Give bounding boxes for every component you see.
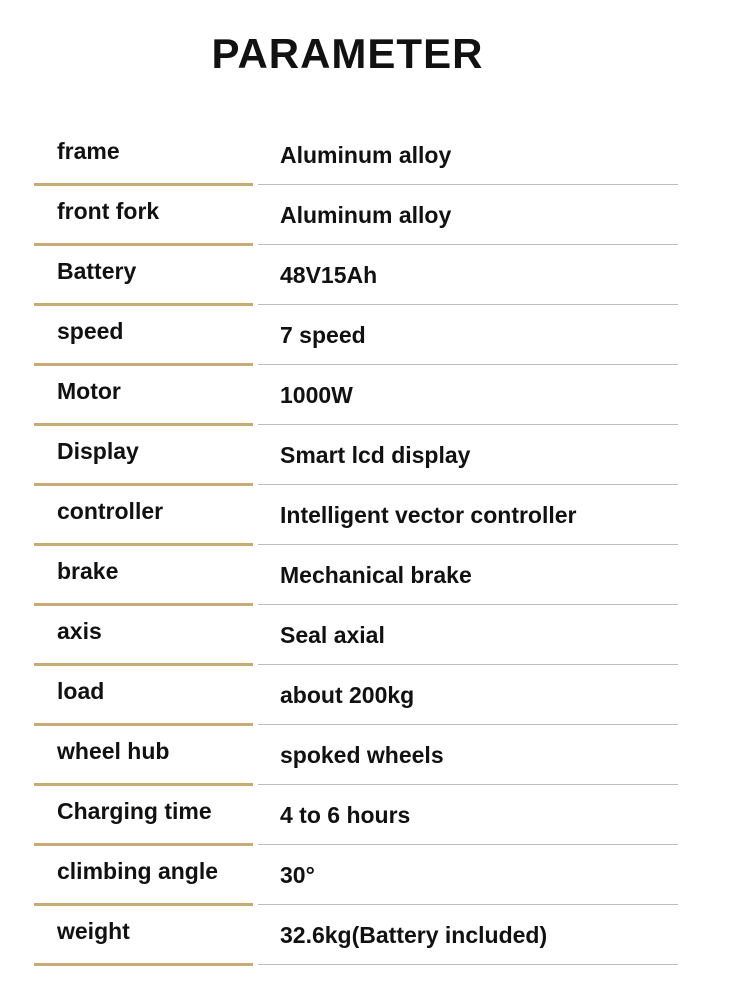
row-divider <box>258 364 678 365</box>
parameter-value: 1000W <box>280 382 353 408</box>
parameter-row-controller <box>0 486 750 546</box>
parameter-row-brake <box>0 546 750 606</box>
parameter-row-front-fork <box>0 186 750 246</box>
parameter-value: 48V15Ah <box>280 262 378 288</box>
row-divider <box>258 544 678 545</box>
page-title: PARAMETER <box>211 30 484 77</box>
parameter-value: 4 to 6 hours <box>280 802 411 828</box>
parameter-row-frame <box>0 126 750 186</box>
parameter-row-display <box>0 426 750 486</box>
parameter-label: front fork <box>57 198 160 224</box>
row-divider <box>258 424 678 425</box>
parameter-value: Aluminum alloy <box>280 142 452 168</box>
parameter-label: climbing angle <box>57 858 219 884</box>
row-divider <box>258 604 678 605</box>
parameter-row-speed <box>0 306 750 366</box>
parameter-value: 32.6kg(Battery included) <box>280 922 548 948</box>
parameter-label: load <box>57 678 105 704</box>
parameter-value: Mechanical brake <box>280 562 472 588</box>
parameter-label: brake <box>57 558 119 584</box>
parameter-table <box>0 126 750 966</box>
parameter-row-climbing-angle <box>0 846 750 906</box>
parameter-row-axis <box>0 606 750 666</box>
parameter-label: wheel hub <box>57 738 170 764</box>
parameter-row-wheel-hub <box>0 726 750 786</box>
row-divider <box>258 784 678 785</box>
parameter-value: about 200kg <box>280 682 415 708</box>
parameter-value: Aluminum alloy <box>280 202 452 228</box>
parameter-value: Smart lcd display <box>280 442 471 468</box>
parameter-row-motor <box>0 366 750 426</box>
row-divider <box>258 724 678 725</box>
parameter-value: Intelligent vector controller <box>280 502 577 528</box>
row-divider <box>258 664 678 665</box>
parameter-label: Battery <box>57 258 137 284</box>
parameter-row-battery <box>0 246 750 306</box>
parameter-value: 7 speed <box>280 322 366 348</box>
accent-divider <box>34 963 253 966</box>
parameter-row-weight <box>0 906 750 966</box>
row-divider <box>258 904 678 905</box>
parameter-label: axis <box>57 618 102 644</box>
parameter-value: 30° <box>280 862 315 888</box>
row-divider <box>258 304 678 305</box>
parameter-label: weight <box>57 918 130 944</box>
row-divider <box>258 484 678 485</box>
parameter-row-charging-time <box>0 786 750 846</box>
parameter-row-load <box>0 666 750 726</box>
parameter-label: Display <box>57 438 139 464</box>
parameter-label: Charging time <box>57 798 212 824</box>
row-divider <box>258 184 678 185</box>
row-divider <box>258 964 678 965</box>
parameter-label: controller <box>57 498 164 524</box>
parameter-label: Motor <box>57 378 121 404</box>
parameter-label: speed <box>57 318 124 344</box>
parameter-value: Seal axial <box>280 622 385 648</box>
row-divider <box>258 244 678 245</box>
parameter-label: frame <box>57 138 120 164</box>
parameter-value: spoked wheels <box>280 742 444 768</box>
row-divider <box>258 844 678 845</box>
